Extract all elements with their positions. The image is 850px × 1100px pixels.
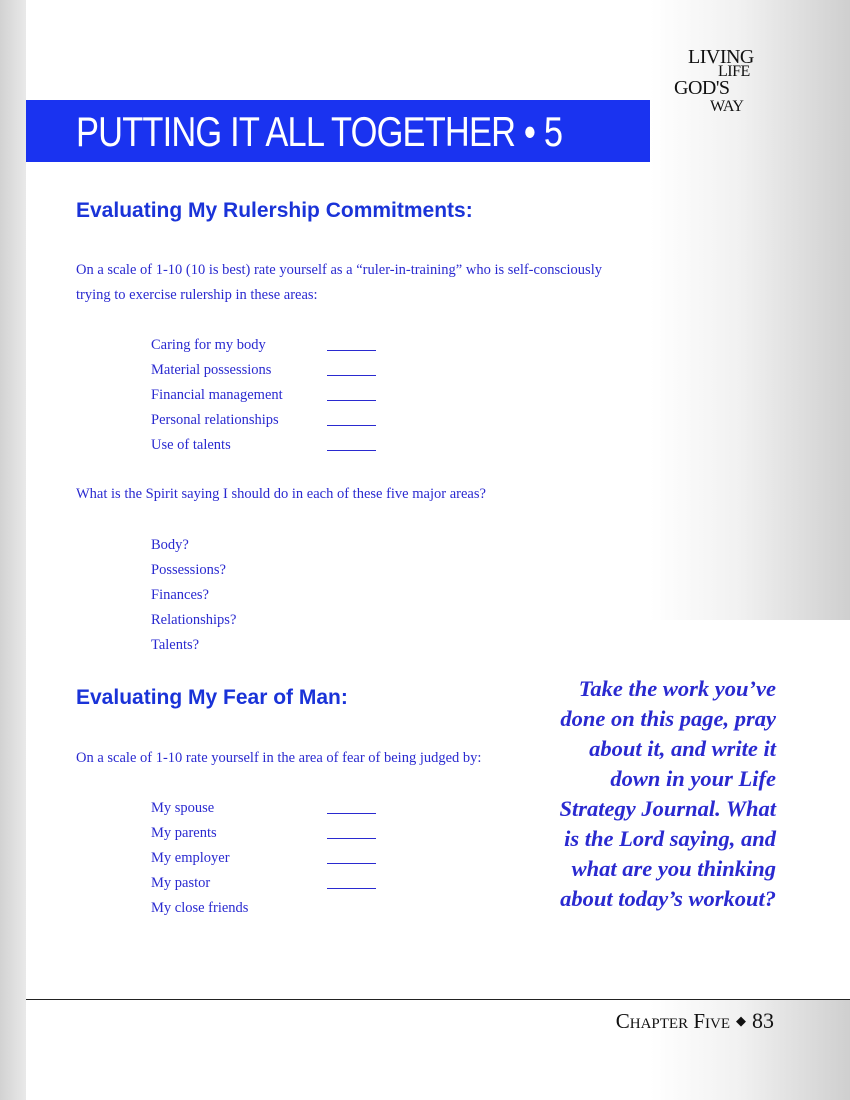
fear-item-label: My parents [151,825,217,841]
rulership-item-label: Financial management [151,387,283,403]
fear-item-label: My employer [151,850,230,866]
page-number: 83 [752,1008,774,1033]
list-item [151,358,283,383]
rulership-item-label: Material possessions [151,362,272,378]
areas-list [151,533,236,658]
rating-blank[interactable] [327,838,376,839]
list-item [151,433,283,458]
list-item [151,896,248,921]
callout-text: Take the work you’ve done on this page, pray about it, and write it down in your Life Strategy Journal. What is the Lord saying, and what are you thinking about today’s workout? [559,676,776,911]
fear-heading: Evaluating My Fear of Man: [76,686,348,709]
rating-blank[interactable] [327,350,376,351]
list-item [151,796,248,821]
rating-blank[interactable] [327,375,376,376]
list-item [151,408,283,433]
list-item [151,846,248,871]
list-item [151,333,283,358]
list-item: Body? [151,537,189,553]
rating-blank[interactable] [327,400,376,401]
list-item: Talents? [151,637,200,653]
rulership-heading: Evaluating My Rulership Commitments: [76,199,473,222]
title-bar [26,100,650,162]
logo-line-1: LIVING [688,46,754,68]
rating-blank[interactable] [327,450,376,451]
page-title: PUTTING IT ALL TOGETHER • 5 [76,108,563,155]
chapter-label: Chapter Five [615,1009,730,1033]
rulership-item-label: Caring for my body [151,337,266,353]
fear-item-label: My spouse [151,800,215,816]
logo-line-2: LIFE [718,63,750,80]
list-item [151,383,283,408]
spirit-question: What is the Spirit saying I should do in each of these five major areas? [76,486,486,502]
rating-blank[interactable] [327,425,376,426]
rating-blank[interactable] [327,888,376,889]
fear-intro: On a scale of 1-10 rate yourself in the area of fear of being judged by: [76,750,482,766]
logo-line-3: GOD'S [674,77,730,99]
logo-line-4: WAY [710,98,744,115]
fear-item-label: My close friends [151,900,249,916]
rulership-item-label: Personal relationships [151,412,279,428]
rating-blank[interactable] [327,813,376,814]
list-item: Finances? [151,587,209,603]
footer-rule [26,999,850,1000]
list-item: Relationships? [151,612,237,628]
rating-blank[interactable] [327,863,376,864]
list-item [151,871,248,896]
left-margin-strip [0,0,26,1100]
fear-list [151,796,248,921]
fear-item-label: My pastor [151,875,211,891]
page-footer [560,1008,774,1034]
rulership-intro: On a scale of 1-10 (10 is best) rate yourself as a “ruler-in-training” who is self-consciously trying to exercise rulership in these areas: [76,262,602,303]
list-item [151,821,248,846]
rulership-list [151,333,283,458]
rulership-item-label: Use of talents [151,437,231,453]
list-item: Possessions? [151,562,226,578]
diamond-separator: ◆ [736,1013,746,1028]
